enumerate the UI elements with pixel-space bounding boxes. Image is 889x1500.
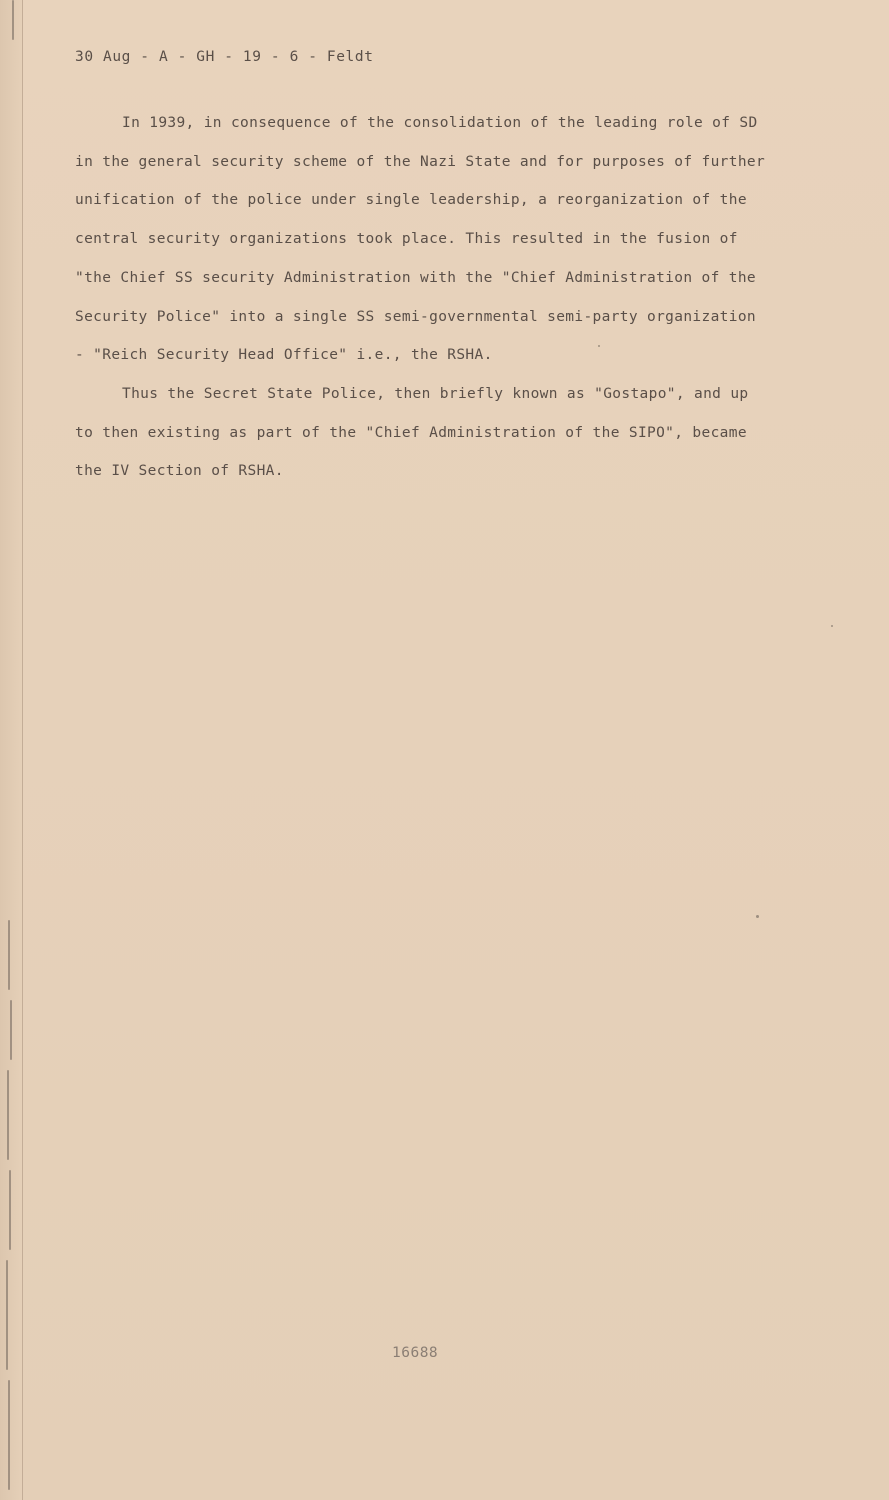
- text-line: - "Reich Security Head Office" i.e., the RSHA.: [75, 347, 493, 364]
- torn-left-margin: [0, 0, 23, 1500]
- text-line: In 1939, in consequence of the consolidation of the leading role of SD: [122, 115, 758, 131]
- paper-speck: [756, 915, 759, 918]
- text-line: "the Chief SS security Administration with the "Chief Administration of the: [75, 269, 756, 286]
- text-line: Security Police" into a single SS semi-governmental semi-party organization: [75, 308, 756, 325]
- text-line: in the general security scheme of the Nazi State and for purposes of further: [75, 153, 766, 170]
- document-body: [75, 104, 805, 491]
- text-line: unification of the police under single leadership, a reorganization of the: [75, 192, 747, 209]
- text-line: Thus the Secret State Police, then briefly known as "Gostapo", and up: [122, 385, 749, 402]
- paper-speck: [831, 625, 833, 627]
- document-reference-header: 30 Aug - A - GH - 19 - 6 - Feldt: [75, 49, 374, 65]
- paragraph-2: [75, 375, 805, 491]
- text-line: the IV Section of RSHA.: [75, 463, 284, 480]
- paper-speck: [598, 345, 600, 347]
- text-line: central security organizations took place. This resulted in the fusion of: [75, 231, 738, 248]
- text-line: to then existing as part of the "Chief Administration of the SIPO", became: [75, 424, 747, 441]
- page-number: 16688: [392, 1345, 439, 1361]
- paragraph-1: [75, 104, 805, 375]
